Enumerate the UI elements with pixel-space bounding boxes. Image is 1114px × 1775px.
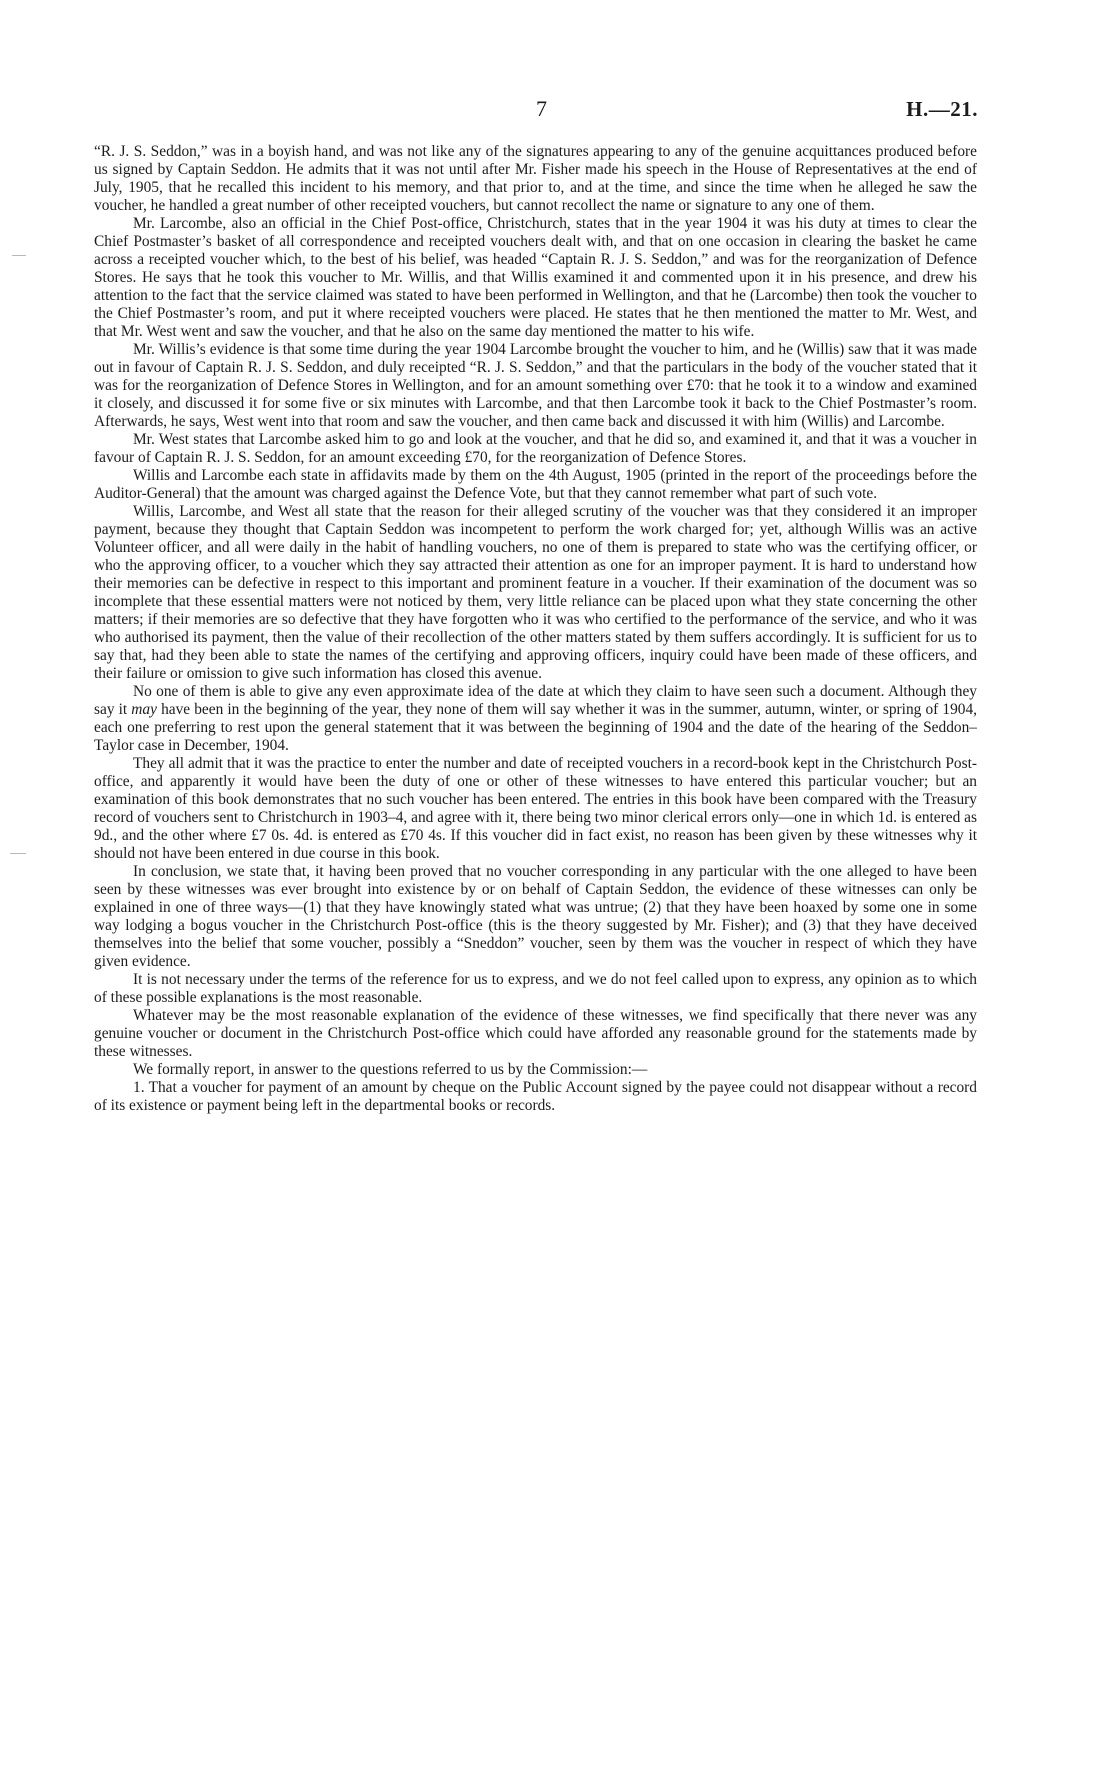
margin-mark xyxy=(12,255,26,256)
paragraph-willis-evidence: Mr. Willis’s evidence is that some time during the year 1904 Larcombe brought the voucher to him, and he (Willis) saw that it was made out in favour of Captain R. J. S. Seddon, and duly receipted “R. J. S. Seddon,” and that the particulars in the body of the voucher stated that it was for the reorganization of Defence Stores in Wellington, and for an amount something over £70: that he took it to a window and examined it closely, and discussed it for some five or six minutes with Larcombe, and that then Larcombe took it back to the Chief Postmaster’s room. Afterwards, he says, West went into that room and saw the voucher, and then came back and discussed it with him (Willis) and Larcombe. xyxy=(94,341,977,430)
paragraph-text-segment: have been in the beginning of the year, they none of them will say whether it was in the summer, autumn, winter, or spring of 1904, each one preferring to rest upon the general statement that it was between the beginning of 1904 and the date of the hearing of the Seddon–Taylor case in December, 1904. xyxy=(94,701,978,754)
page-header xyxy=(0,96,1114,126)
paragraph-record-book: They all admit that it was the practice to enter the number and date of receipted vouchers in a record-book kept in the Christchurch Post-office, and apparently it would have been the duty of one or other of these witnesses to have entered this particular voucher; but an examination of this book demonstrates that no such voucher has been entered. The entries in this book have been compared with the Treasury record of vouchers sent to Christchurch in 1903–4, and agree with it, there being two minor clerical errors only—one in which 1d. is entered as 9d., and the other where £7 0s. 4d. is entered as £70 4s. If this voucher did in fact exist, no reason has been given by these witnesses why it should not have been entered in due course in this book. xyxy=(94,755,977,862)
emphasis-may: may xyxy=(131,701,157,718)
paragraph-conclusion: In conclusion, we state that, it having been proved that no voucher corresponding in any particular with the one alleged to have been seen by these witnesses was ever brought into existence by or on behalf of Captain Seddon, the evidence of these witnesses can only be explained in one of three ways—(1) that they have knowingly stated what was untrue; (2) that they have been hoaxed by some one in some way lodging a bogus voucher in the Christchurch Post-office (this is the theory suggested by Mr. Fisher); and (3) that they have deceived themselves into the belief that some voucher, possibly a “Sneddon” voucher, seen by them was the voucher in respect of which they have given evidence. xyxy=(94,863,977,970)
paragraph-seddon-signature: “R. J. S. Seddon,” was in a boyish hand, and was not like any of the signatures appearing to any of the genuine acquittances produced before us signed by Captain Seddon. He admits that it was not until after Mr. Fisher made his speech in the House of Representatives at the end of July, 1905, that he recalled this incident to his memory, and that prior to, and at the time, and since the time when he alleged he saw the voucher, he handled a great number of other receipted vouchers, but cannot recollect the name or signature to any one of them. xyxy=(94,143,977,214)
paragraph-date-uncertainty xyxy=(94,683,977,755)
document-reference: H.—21. xyxy=(906,97,978,121)
page-number: 7 xyxy=(536,96,547,121)
paragraph-formal-report: We formally report, in answer to the questions referred to us by the Commission:— xyxy=(133,1061,648,1078)
paragraph-finding: Whatever may be the most reasonable explanation of the evidence of these witnesses, we find specifically that there never was any genuine voucher or document in the Christchurch Post-office which could have afforded any reasonable ground for the statements made by these witnesses. xyxy=(94,1007,977,1060)
margin-mark xyxy=(10,853,26,854)
paragraph-text-segment: No one of them is able to give any even approximate idea of the date at which they claim to have seen such a document. Although they say it xyxy=(94,683,977,718)
paragraph-affidavits: Willis and Larcombe each state in affidavits made by them on the 4th August, 1905 (printed in the report of the proceedings before the Auditor-General) that the amount was charged against the Defence Vote, but that they cannot remember what part of such vote. xyxy=(94,467,977,502)
body-text xyxy=(94,143,977,1115)
paragraph-scrutiny-reason: Willis, Larcombe, and West all state that the reason for their alleged scrutiny of the voucher was that they considered it an improper payment, because they thought that Captain Seddon was incompetent to perform the work charged for; yet, although Willis was an active Volunteer officer, and all were daily in the habit of handling vouchers, no one of them is prepared to state who was the certifying officer, or who the approving officer, to a voucher which they say attracted their attention as one for an improper payment. It is hard to understand how their memories can be defective in respect to this important and prominent feature in a voucher. If their examination of the document was so incomplete that these essential matters were not noticed by them, very little reliance can be placed upon what they state concerning the other matters; if their memories are so defective that they have forgotten who it was who certified to the performance of the service, and who it was who authorised its payment, then the value of their recollection of the other matters stated by them suffers accordingly. It is sufficient for us to say that, had they been able to state the names of the certifying and approving officers, inquiry could have been made of these officers, and their failure or omission to give such information has closed this avenue. xyxy=(94,503,977,682)
paragraph-answer-one: 1. That a voucher for payment of an amount by cheque on the Public Account signed by the payee could not disappear without a record of its existence or payment being left in the departmental books or records. xyxy=(94,1079,977,1114)
paragraph-no-opinion: It is not necessary under the terms of the reference for us to express, and we do not feel called upon to express, any opinion as to which of these possible explanations is the most reasonable. xyxy=(94,971,977,1006)
paragraph-west-statement: Mr. West states that Larcombe asked him to go and look at the voucher, and that he did so, and examined it, and that it was a voucher in favour of Captain R. J. S. Seddon, for an amount exceeding £70, for the reorganization of Defence Stores. xyxy=(94,431,977,466)
paragraph-larcombe-statement: Mr. Larcombe, also an official in the Chief Post-office, Christchurch, states that in the year 1904 it was his duty at times to clear the Chief Postmaster’s basket of all correspondence and receipted vouchers dealt with, and that on one occasion in clearing the basket he came across a receipted voucher which, to the best of his belief, was headed “Captain R. J. S. Seddon,” and was for the reorganization of Defence Stores. He says that he took this voucher to Mr. Willis, and that Willis examined it and commented upon it in his presence, and drew his attention to the fact that the service claimed was stated to have been performed in Wellington, and that he (Larcombe) then took the voucher to the Chief Postmaster’s room, and put it where receipted vouchers were placed. He states that he then mentioned the matter to Mr. West, and that Mr. West went and saw the voucher, and that he also on the same day mentioned the matter to his wife. xyxy=(94,215,977,340)
